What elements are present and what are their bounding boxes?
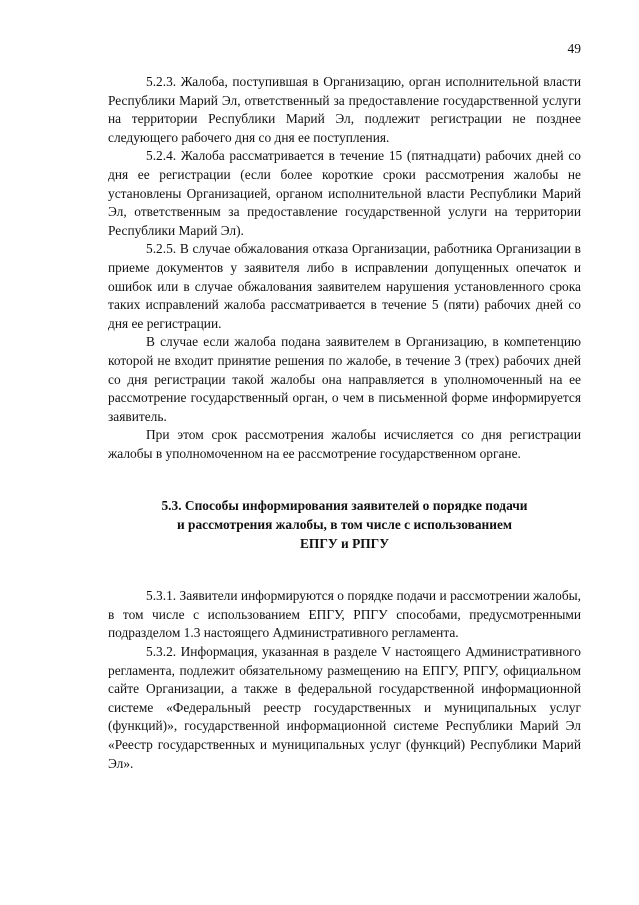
- section-heading-5-3: [108, 497, 581, 553]
- section-heading-line-3: ЕПГУ и РПГУ: [299, 535, 390, 551]
- paragraph-5-3-1: 5.3.1. Заявители информируются о порядке подачи и рассмотрении жалобы, в том числе с использованием ЕПГУ, РПГУ способами, предусмотренными подразделом 1.3 настоящего Административного регламента.: [108, 588, 581, 641]
- paragraph-review-period: При этом срок рассмотрения жалобы исчисляется со дня регистрации жалобы в уполномоченном на ее рассмотрение государственном органе.: [108, 427, 581, 461]
- paragraph-redirect-complaint: В случае если жалоба подана заявителем в Организацию, в компетенцию которой не входит принятие решения по жалобе, в течение 3 (трех) рабочих дней со дня регистрации такой жалобы она направляется в уполномоченный на ее рассмотрение государственный орган, о чем в письменной форме информируется заявитель.: [108, 334, 581, 424]
- page-number: 49: [567, 41, 581, 56]
- section-heading-line-1: 5.3. Способы информирования заявителей о порядке подачи: [161, 498, 528, 514]
- paragraph-5-2-5: 5.2.5. В случае обжалования отказа Организации, работника Организации в приеме документов у заявителя либо в исправлении допущенных опечаток и ошибок или в случае обжалования заявителем нарушения установленного срока таких исправлений жалоба рассматривается в течение 5 (пяти) рабочих дней со дня ее регистрации.: [108, 241, 581, 331]
- paragraph-5-3-2: 5.3.2. Информация, указанная в разделе V настоящего Административного регламента, подлежит обязательному размещению на ЕПГУ, РПГУ, официальном сайте Организации, а также в федеральной государственной информационной системе «Федеральный реестр государственных и муниципальных услуг (функций)», государственной информационной системе Республики Марий Эл «Реестр государственных и муниципальных услуг (функций) Республики Марий Эл».: [108, 644, 581, 771]
- section-heading-line-2: и рассмотрения жалобы, в том числе с использованием: [176, 517, 513, 533]
- paragraph-5-2-3: 5.2.3. Жалоба, поступившая в Организацию, орган исполнительной власти Республики Марий Эл, ответственный за предоставление государственной услуги на территории Республики Марий Эл, подлежит регистрации не позднее следующего рабочего дня со дня ее поступления.: [108, 74, 581, 145]
- paragraph-5-2-4: 5.2.4. Жалоба рассматривается в течение 15 (пятнадцати) рабочих дней со дня ее регистрации (если более короткие сроки рассмотрения жалобы не установлены Организацией, органом исполнительной власти Республики Марий Эл, ответственным за предоставление государственной услуги на территории Республики Марий Эл).: [108, 148, 581, 238]
- document-body: [108, 73, 581, 773]
